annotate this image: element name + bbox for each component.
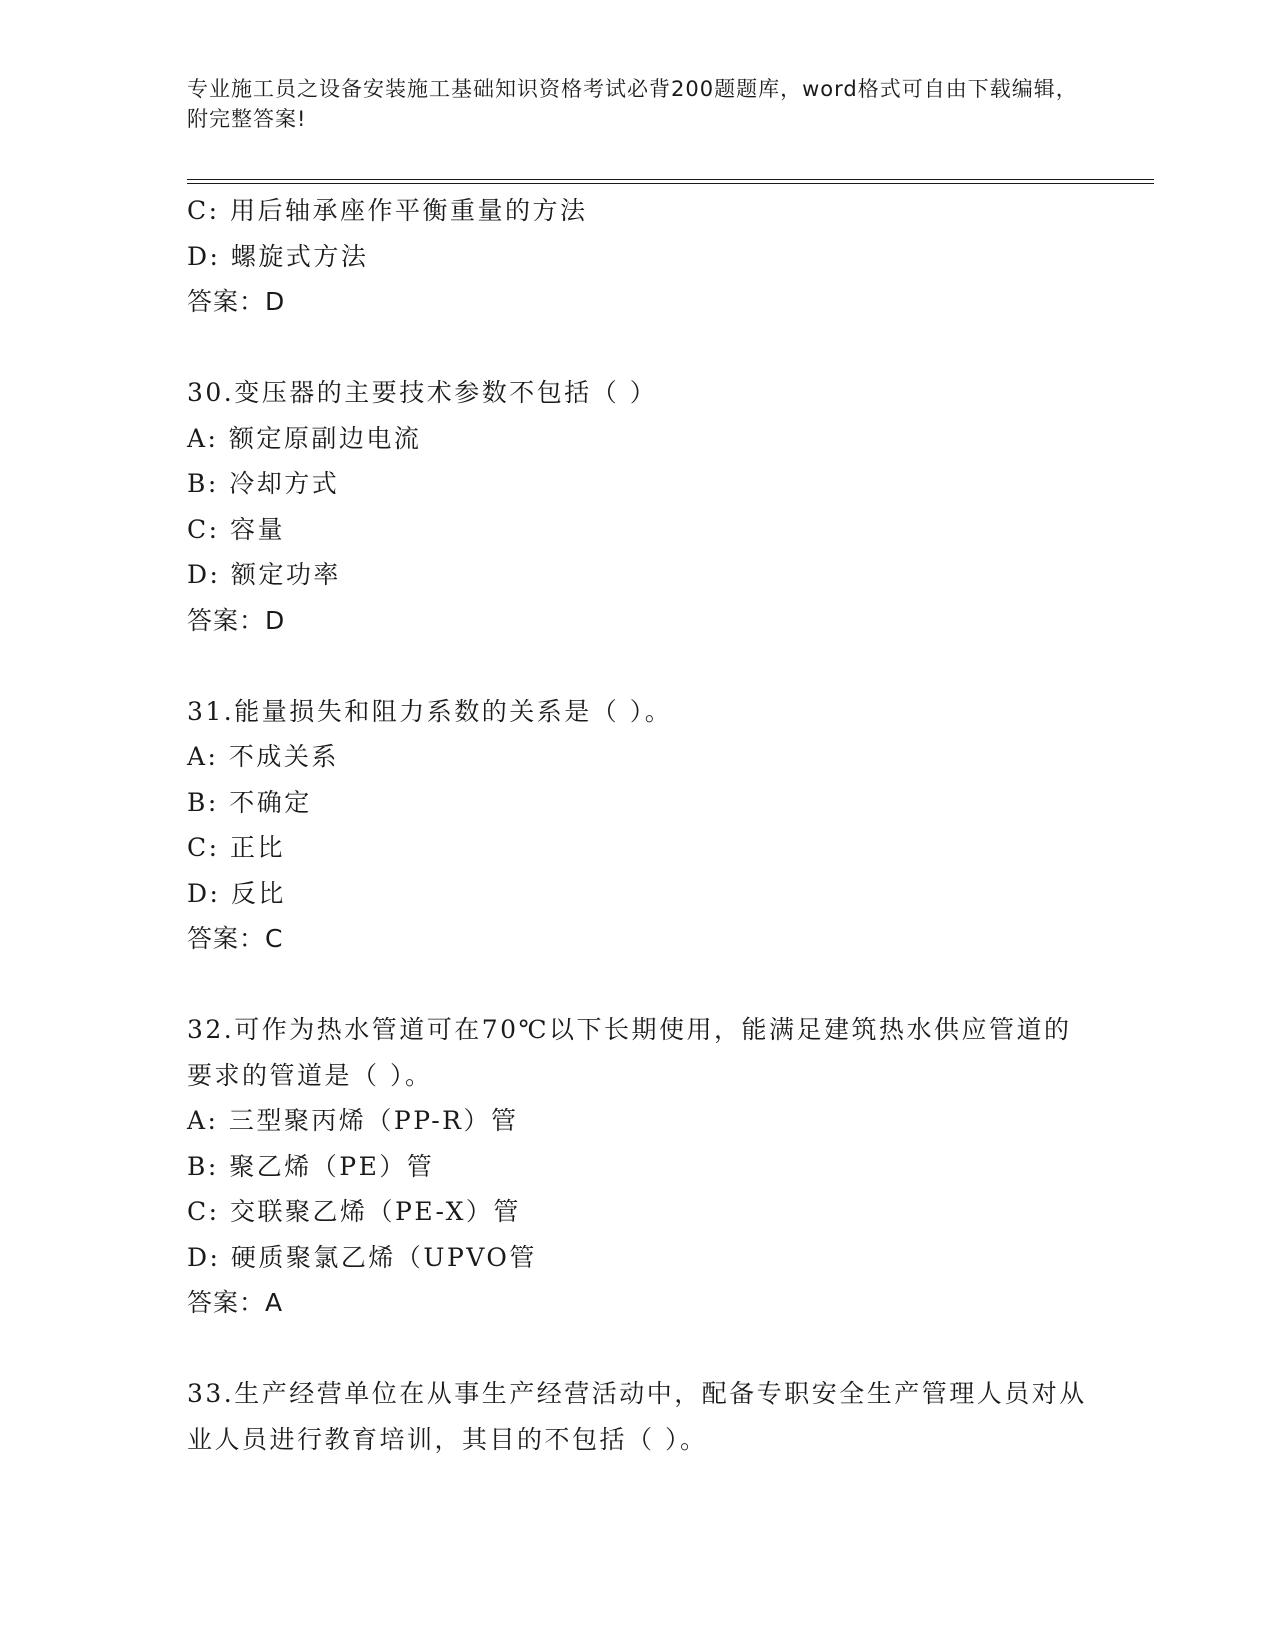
option-b: B: 冷却方式 bbox=[187, 469, 340, 498]
option-c: C: 容量 bbox=[187, 514, 285, 544]
answer-line: 答案：D bbox=[187, 287, 286, 316]
spacer bbox=[187, 1326, 1087, 1372]
header-divider-top bbox=[187, 179, 1154, 180]
option-a: A: 额定原副边电流 bbox=[187, 423, 422, 453]
document-header-text: 专业施工员之设备安装施工基础知识资格考试必背200题题库，word格式可自由下载编辑，附完整答案! bbox=[187, 77, 1078, 131]
question-32 bbox=[187, 1007, 1087, 1326]
option-c: C: 交联聚乙烯（PE-X）管 bbox=[187, 1197, 521, 1226]
option-c: C: 用后轴承座作平衡重量的方法 bbox=[187, 196, 588, 225]
option-d: D: 反比 bbox=[187, 878, 286, 908]
answer-line: 答案：D bbox=[187, 605, 286, 635]
option-d: D: 螺旋式方法 bbox=[187, 241, 369, 271]
option-d: D: 额定功率 bbox=[187, 560, 341, 589]
spacer bbox=[187, 325, 1087, 371]
document-body bbox=[187, 188, 1087, 1462]
spacer bbox=[187, 643, 1087, 689]
question-text: 32.可作为热水管道可在70℃以下长期使用，能满足建筑热水供应管道的要求的管道是（ ）。 bbox=[187, 1015, 1072, 1090]
option-d: D: 硬质聚氯乙烯（UPVO管 bbox=[187, 1242, 537, 1272]
document-header bbox=[187, 74, 1087, 134]
answer-line: 答案：C bbox=[187, 924, 284, 953]
option-b: B: 不确定 bbox=[187, 787, 312, 817]
question-text: 31.能量损失和阻力系数的关系是（ ）。 bbox=[187, 696, 673, 726]
answer-line: 答案：A bbox=[187, 1288, 284, 1317]
question-continued bbox=[187, 188, 1087, 325]
option-a: A: 不成关系 bbox=[187, 742, 339, 771]
question-text: 33.生产经营单位在从事生产经营活动中，配备专职安全生产管理人员对从业人员进行教育培训，其目的不包括（ ）。 bbox=[187, 1379, 1087, 1454]
option-c: C: 正比 bbox=[187, 833, 285, 862]
question-33 bbox=[187, 1371, 1087, 1462]
option-a: A: 三型聚丙烯（PP-R）管 bbox=[187, 1106, 519, 1135]
question-text: 30.变压器的主要技术参数不包括（ ） bbox=[187, 378, 658, 407]
header-divider-bottom bbox=[187, 183, 1154, 184]
spacer bbox=[187, 962, 1087, 1008]
question-30 bbox=[187, 370, 1087, 643]
question-31 bbox=[187, 689, 1087, 962]
option-b: B: 聚乙烯（PE）管 bbox=[187, 1151, 435, 1181]
